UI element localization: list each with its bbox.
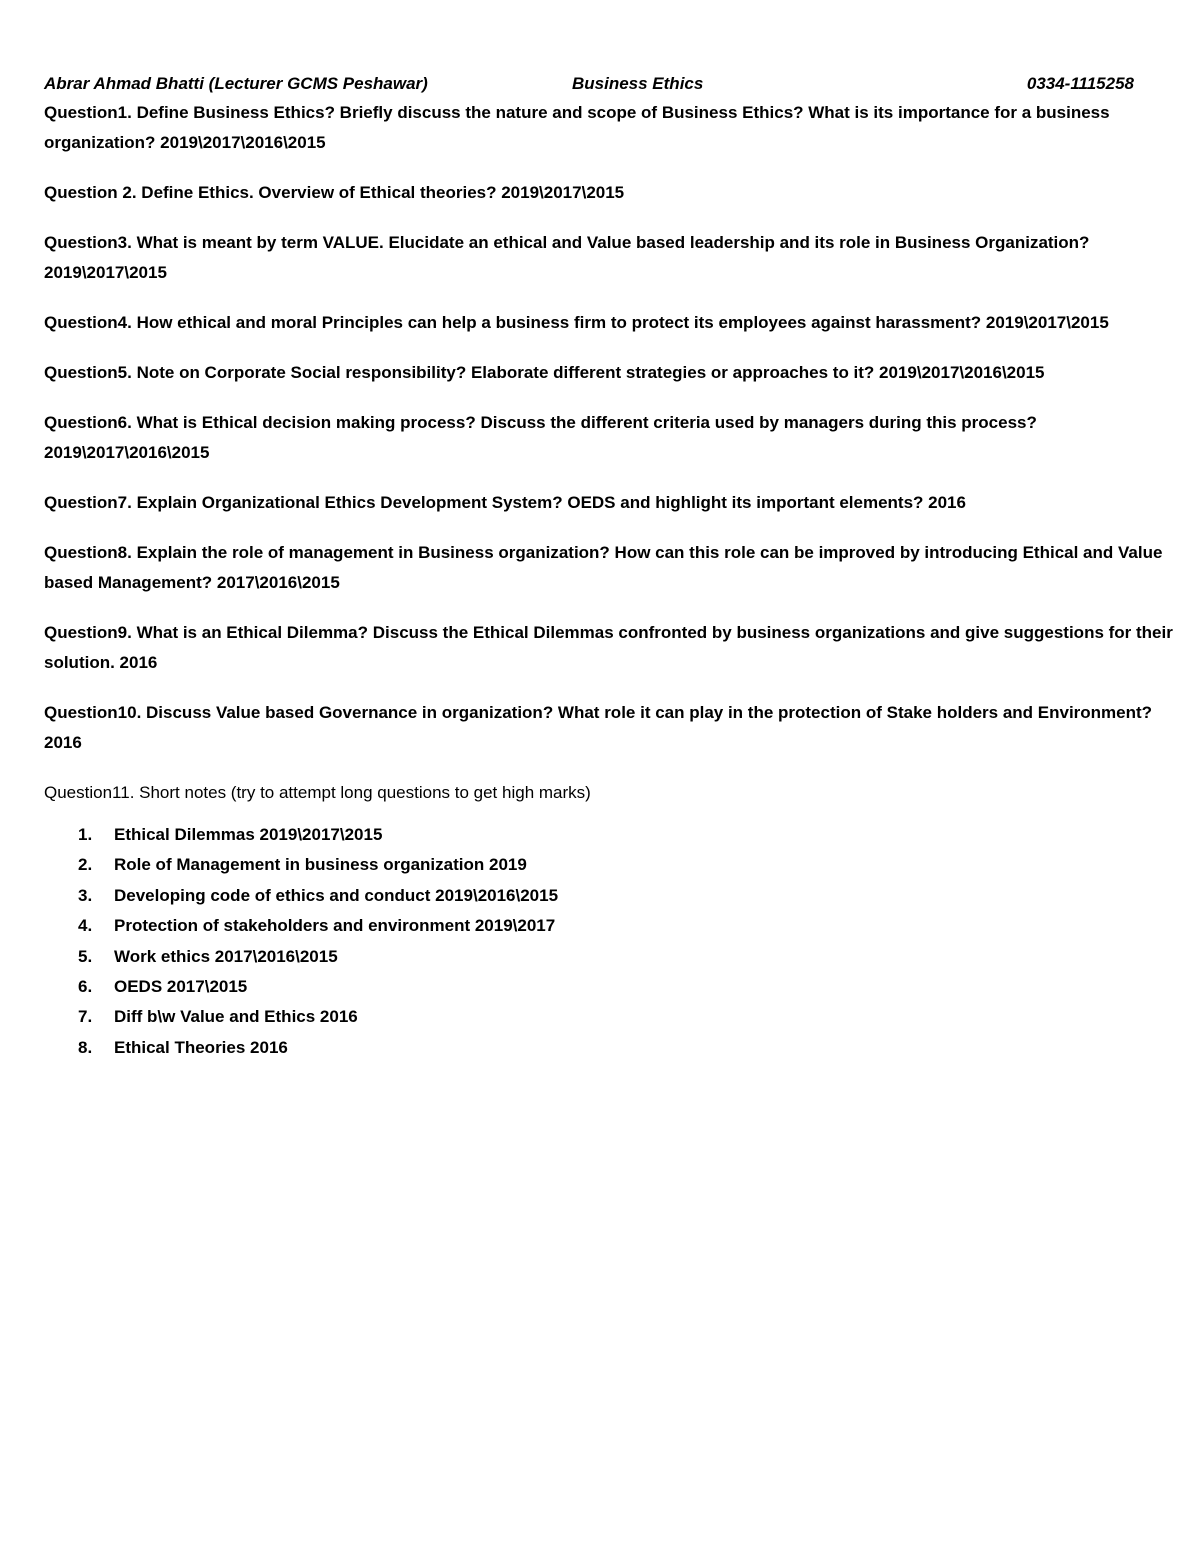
question-6: Question6. What is Ethical decision making process? Discuss the different criteria used by managers during this process? 2019\2017\2016\2015 xyxy=(44,413,1037,462)
list-item xyxy=(44,942,1184,972)
question-5: Question5. Note on Corporate Social responsibility? Elaborate different strategies or approaches to it? 2019\2017\2016\2015 xyxy=(44,363,1045,382)
list-item xyxy=(44,850,1184,880)
list-text: Ethical Dilemmas 2019\2017\2015 xyxy=(114,825,383,844)
list-text: Ethical Theories 2016 xyxy=(114,1037,288,1057)
list-number: 5. xyxy=(78,946,93,966)
header-author: Abrar Ahmad Bhatti (Lecturer GCMS Peshawar) xyxy=(44,74,428,93)
list-number: 3. xyxy=(78,885,93,905)
list-item xyxy=(44,1033,1184,1063)
question-list xyxy=(44,98,1184,1063)
list-text: Protection of stakeholders and environment 2019\2017 xyxy=(114,916,556,936)
list-text: OEDS 2017\2015 xyxy=(114,976,248,996)
list-item xyxy=(44,881,1184,911)
question-10: Question10. Discuss Value based Governance in organization? What role it can play in the protection of Stake holders and Environment? 2016 xyxy=(44,703,1153,752)
question-7: Question7. Explain Organizational Ethics Development System? OEDS and highlight its important elements? 2016 xyxy=(44,493,966,512)
list-text: Diff b\w Value and Ethics 2016 xyxy=(114,1007,358,1027)
list-text: Developing code of ethics and conduct 2019\2016\2015 xyxy=(114,885,559,905)
list-text: Work ethics 2017\2016\2015 xyxy=(114,946,338,966)
list-item xyxy=(44,820,1184,850)
list-number: 7. xyxy=(78,1007,93,1027)
short-notes-heading: Question11. Short notes (try to attempt long questions to get high marks) xyxy=(44,783,591,802)
header-subject: Business Ethics xyxy=(572,74,704,93)
question-2: Question 2. Define Ethics. Overview of Ethical theories? 2019\2017\2015 xyxy=(44,183,625,202)
short-notes-list xyxy=(44,820,1184,1063)
question-1: Question1. Define Business Ethics? Briefly discuss the nature and scope of Business Ethics? What is its importance for a business organization? 2019\2017\2016\2015 xyxy=(44,103,1110,152)
header-phone: 0334-1115258 xyxy=(1026,74,1134,93)
list-number: 4. xyxy=(78,916,93,936)
list-number: 8. xyxy=(78,1037,93,1057)
question-8: Question8. Explain the role of management in Business organization? How can this role can be improved by introducing Ethical and Value based Management? 2017\2016\2015 xyxy=(44,543,1163,592)
list-text: Role of Management in business organization 2019 xyxy=(114,855,527,875)
list-number: 2. xyxy=(78,855,93,875)
question-9: Question9. What is an Ethical Dilemma? Discuss the Ethical Dilemmas confronted by business organizations and give suggestions for their solution. 2016 xyxy=(44,623,1173,672)
page-header xyxy=(44,72,1134,96)
list-item xyxy=(44,972,1184,1002)
question-3: Question3. What is meant by term VALUE. Elucidate an ethical and Value based leadership and its role in Business Organization? 2019\2017\2015 xyxy=(44,233,1090,282)
list-item xyxy=(44,1002,1184,1032)
list-number: 1. xyxy=(78,825,93,844)
list-item xyxy=(44,911,1184,941)
list-number: 6. xyxy=(78,976,93,996)
question-4: Question4. How ethical and moral Principles can help a business firm to protect its employees against harassment? 2019\2017\2015 xyxy=(44,313,1109,332)
